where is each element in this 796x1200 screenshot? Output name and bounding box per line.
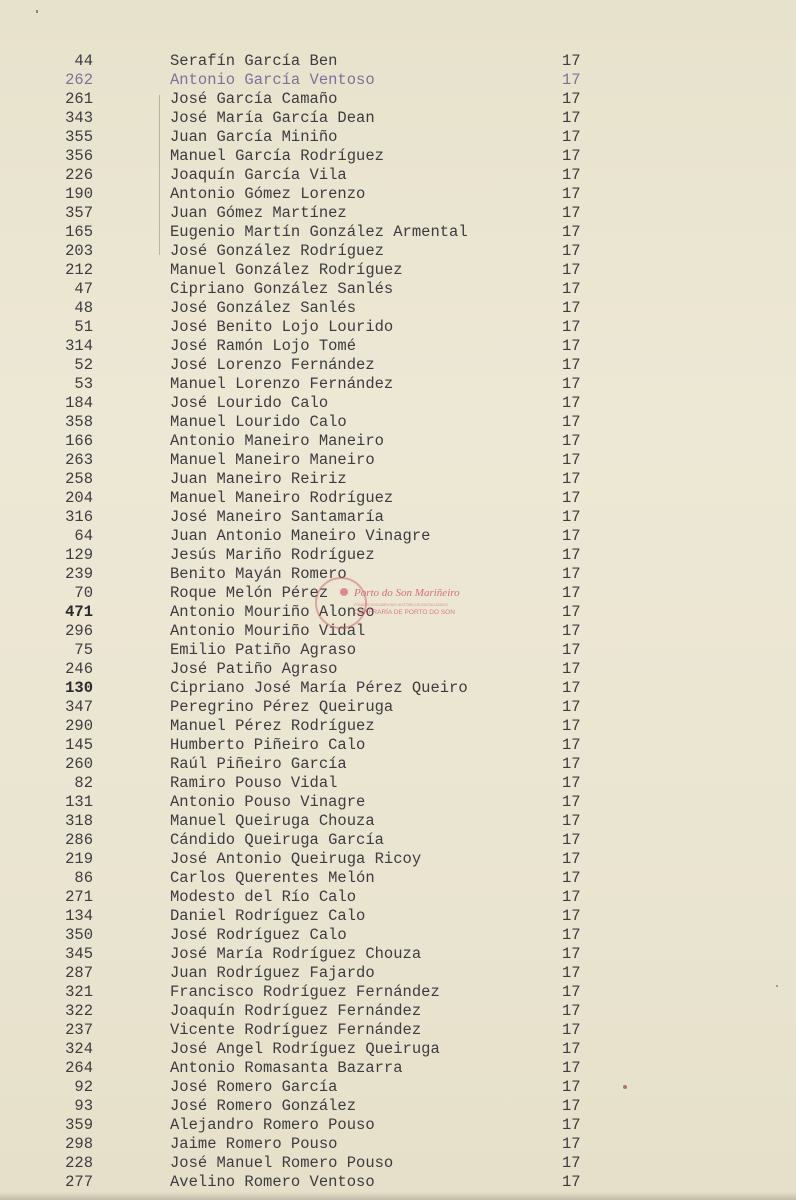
age-value: 17 xyxy=(562,147,581,165)
roster-row xyxy=(0,147,796,166)
register-number: 358 xyxy=(65,413,93,431)
age-value: 17 xyxy=(562,242,581,260)
stamp-title: Porto do Son Mariñeiro xyxy=(354,587,460,599)
roster-row xyxy=(0,812,796,831)
register-number: 264 xyxy=(65,1059,93,1077)
roster-row xyxy=(0,71,796,90)
person-name: José Lourido Calo xyxy=(170,394,329,412)
person-name: José Patiño Agraso xyxy=(170,660,338,678)
age-value: 17 xyxy=(562,223,581,241)
roster-row xyxy=(0,1078,796,1097)
person-name: José Manuel Romero Pouso xyxy=(170,1154,394,1172)
roster-row xyxy=(0,261,796,280)
register-number: 203 xyxy=(65,242,93,260)
age-value: 17 xyxy=(562,622,581,640)
person-name: Joaquín Rodríguez Fernández xyxy=(170,1002,422,1020)
roster-row xyxy=(0,1116,796,1135)
register-number: 343 xyxy=(65,109,93,127)
age-value: 17 xyxy=(562,261,581,279)
register-number: 261 xyxy=(65,90,93,108)
age-value: 17 xyxy=(562,831,581,849)
person-name: José Rodríguez Calo xyxy=(170,926,347,944)
age-value: 17 xyxy=(562,1173,581,1191)
age-value: 17 xyxy=(562,546,581,564)
roster-row xyxy=(0,945,796,964)
register-number: 322 xyxy=(65,1002,93,1020)
person-name: Manuel Maneiro Maneiro xyxy=(170,451,375,469)
register-number: 219 xyxy=(65,850,93,868)
roster-row xyxy=(0,337,796,356)
register-number: 356 xyxy=(65,147,93,165)
age-value: 17 xyxy=(562,508,581,526)
roster-row xyxy=(0,774,796,793)
roster-row xyxy=(0,831,796,850)
age-value: 17 xyxy=(562,52,581,70)
register-number: 347 xyxy=(65,698,93,716)
register-number: 271 xyxy=(65,888,93,906)
stamp-subtitle: FONDOS DOCUMENTAIS HISTÓRICOS DIXITALIZADOS xyxy=(354,603,448,607)
roster-list xyxy=(0,52,796,1192)
age-value: 17 xyxy=(562,945,581,963)
roster-row xyxy=(0,717,796,736)
register-number: 145 xyxy=(65,736,93,754)
roster-row xyxy=(0,280,796,299)
register-number: 212 xyxy=(65,261,93,279)
age-value: 17 xyxy=(562,964,581,982)
roster-row xyxy=(0,204,796,223)
person-name: Peregrino Pérez Queiruga xyxy=(170,698,394,716)
age-value: 17 xyxy=(562,1059,581,1077)
roster-row xyxy=(0,242,796,261)
person-name: Manuel Queiruga Chouza xyxy=(170,812,375,830)
age-value: 17 xyxy=(562,1116,581,1134)
age-value: 17 xyxy=(562,166,581,184)
register-number: 70 xyxy=(74,584,93,602)
age-value: 17 xyxy=(562,698,581,716)
person-name: Vicente Rodríguez Fernández xyxy=(170,1021,422,1039)
age-value: 17 xyxy=(562,983,581,1001)
person-name: Ramiro Pouso Vidal xyxy=(170,774,338,792)
roster-row xyxy=(0,318,796,337)
person-name: José Ramón Lojo Tomé xyxy=(170,337,357,355)
roster-row xyxy=(0,90,796,109)
roster-row xyxy=(0,1173,796,1192)
age-value: 17 xyxy=(562,318,581,336)
roster-row xyxy=(0,52,796,71)
person-name: José González Sanlés xyxy=(170,299,357,317)
age-value: 17 xyxy=(562,774,581,792)
register-number: 350 xyxy=(65,926,93,944)
register-number: 166 xyxy=(65,432,93,450)
register-number: 318 xyxy=(65,812,93,830)
person-name: Antonio García Ventoso xyxy=(170,71,375,89)
roster-row xyxy=(0,508,796,527)
person-name: Cipriano González Sanlés xyxy=(170,280,394,298)
person-name: Raúl Piñeiro García xyxy=(170,755,347,773)
person-name: Avelino Romero Ventoso xyxy=(170,1173,375,1191)
register-number: 260 xyxy=(65,755,93,773)
roster-row xyxy=(0,432,796,451)
roster-row xyxy=(0,299,796,318)
register-number: 228 xyxy=(65,1154,93,1172)
register-number: 190 xyxy=(65,185,93,203)
roster-row xyxy=(0,907,796,926)
register-number: 471 xyxy=(65,603,93,621)
roster-row xyxy=(0,451,796,470)
person-name: Serafín García Ben xyxy=(170,52,338,70)
register-number: 131 xyxy=(65,793,93,811)
age-value: 17 xyxy=(562,299,581,317)
age-value: 17 xyxy=(562,603,581,621)
person-name: José Antonio Queiruga Ricoy xyxy=(170,850,422,868)
roster-row xyxy=(0,1040,796,1059)
person-name: José María Rodríguez Chouza xyxy=(170,945,422,963)
age-value: 17 xyxy=(562,1002,581,1020)
register-number: 314 xyxy=(65,337,93,355)
person-name: Eugenio Martín González Armental xyxy=(170,223,468,241)
register-number: 226 xyxy=(65,166,93,184)
age-value: 17 xyxy=(562,1078,581,1096)
age-value: 17 xyxy=(562,90,581,108)
person-name: Carlos Querentes Melón xyxy=(170,869,375,887)
age-value: 17 xyxy=(562,128,581,146)
person-name: Antonio Pouso Vinagre xyxy=(170,793,366,811)
register-number: 92 xyxy=(74,1078,93,1096)
roster-row xyxy=(0,470,796,489)
age-value: 17 xyxy=(562,489,581,507)
register-number: 184 xyxy=(65,394,93,412)
roster-row xyxy=(0,679,796,698)
register-number: 298 xyxy=(65,1135,93,1153)
person-name: Roque Melón Pérez xyxy=(170,584,329,602)
register-number: 44 xyxy=(74,52,93,70)
person-name: Antonio Gómez Lorenzo xyxy=(170,185,366,203)
roster-row xyxy=(0,1002,796,1021)
register-number: 52 xyxy=(74,356,93,374)
person-name: José Romero García xyxy=(170,1078,338,1096)
register-number: 134 xyxy=(65,907,93,925)
age-value: 17 xyxy=(562,907,581,925)
age-value: 17 xyxy=(562,1040,581,1058)
roster-row xyxy=(0,622,796,641)
roster-row xyxy=(0,375,796,394)
page-edge-shadow xyxy=(0,1192,796,1200)
register-number: 277 xyxy=(65,1173,93,1191)
age-value: 17 xyxy=(562,641,581,659)
person-name: Manuel Maneiro Rodríguez xyxy=(170,489,394,507)
register-number: 51 xyxy=(74,318,93,336)
person-name: José María García Dean xyxy=(170,109,375,127)
roster-row xyxy=(0,1021,796,1040)
register-number: 93 xyxy=(74,1097,93,1115)
person-name: Antonio Romasanta Bazarra xyxy=(170,1059,403,1077)
person-name: José Maneiro Santamaría xyxy=(170,508,384,526)
register-number: 53 xyxy=(74,375,93,393)
paper-speck xyxy=(776,985,778,987)
roster-row xyxy=(0,546,796,565)
roster-row xyxy=(0,755,796,774)
person-name: Manuel Lourido Calo xyxy=(170,413,347,431)
age-value: 17 xyxy=(562,1021,581,1039)
register-number: 47 xyxy=(74,280,93,298)
person-name: Humberto Piñeiro Calo xyxy=(170,736,366,754)
register-number: 130 xyxy=(65,679,93,697)
register-number: 82 xyxy=(74,774,93,792)
register-number: 296 xyxy=(65,622,93,640)
register-number: 258 xyxy=(65,470,93,488)
roster-row xyxy=(0,356,796,375)
roster-row xyxy=(0,869,796,888)
register-number: 287 xyxy=(65,964,93,982)
register-number: 321 xyxy=(65,983,93,1001)
age-value: 17 xyxy=(562,71,581,89)
register-number: 345 xyxy=(65,945,93,963)
person-name: Antonio Maneiro Maneiro xyxy=(170,432,384,450)
age-value: 17 xyxy=(562,926,581,944)
person-name: Jaime Romero Pouso xyxy=(170,1135,338,1153)
paper-speck xyxy=(36,10,38,13)
age-value: 17 xyxy=(562,185,581,203)
roster-row xyxy=(0,793,796,812)
person-name: Juan Antonio Maneiro Vinagre xyxy=(170,527,431,545)
roster-row xyxy=(0,489,796,508)
age-value: 17 xyxy=(562,375,581,393)
age-value: 17 xyxy=(562,584,581,602)
roster-row xyxy=(0,565,796,584)
person-name: Emilio Patiño Agraso xyxy=(170,641,357,659)
person-name: Juan Gómez Martínez xyxy=(170,204,347,222)
register-number: 237 xyxy=(65,1021,93,1039)
register-number: 324 xyxy=(65,1040,93,1058)
ink-spot xyxy=(623,1085,627,1089)
roster-row xyxy=(0,109,796,128)
register-number: 204 xyxy=(65,489,93,507)
register-number: 239 xyxy=(65,565,93,583)
person-name: Manuel Lorenzo Fernández xyxy=(170,375,394,393)
person-name: Alejandro Romero Pouso xyxy=(170,1116,375,1134)
age-value: 17 xyxy=(562,413,581,431)
register-number: 355 xyxy=(65,128,93,146)
age-value: 17 xyxy=(562,527,581,545)
roster-row xyxy=(0,850,796,869)
roster-row xyxy=(0,527,796,546)
age-value: 17 xyxy=(562,451,581,469)
person-name: José Lorenzo Fernández xyxy=(170,356,375,374)
roster-row xyxy=(0,1154,796,1173)
person-name: Juan Rodríguez Fajardo xyxy=(170,964,375,982)
person-name: Cándido Queiruga García xyxy=(170,831,384,849)
age-value: 17 xyxy=(562,717,581,735)
person-name: Daniel Rodríguez Calo xyxy=(170,907,366,925)
roster-row xyxy=(0,413,796,432)
roster-row xyxy=(0,584,796,603)
age-value: 17 xyxy=(562,660,581,678)
register-number: 246 xyxy=(65,660,93,678)
roster-row xyxy=(0,223,796,242)
roster-row xyxy=(0,128,796,147)
roster-row xyxy=(0,983,796,1002)
person-name: José García Camaño xyxy=(170,90,338,108)
roster-row xyxy=(0,888,796,907)
register-number: 262 xyxy=(65,71,93,89)
register-number: 286 xyxy=(65,831,93,849)
age-value: 17 xyxy=(562,1135,581,1153)
age-value: 17 xyxy=(562,736,581,754)
register-number: 165 xyxy=(65,223,93,241)
person-name: Manuel García Rodríguez xyxy=(170,147,384,165)
person-name: Modesto del Río Calo xyxy=(170,888,357,906)
age-value: 17 xyxy=(562,1097,581,1115)
age-value: 17 xyxy=(562,679,581,697)
person-name: José Benito Lojo Lourido xyxy=(170,318,394,336)
register-number: 48 xyxy=(74,299,93,317)
age-value: 17 xyxy=(562,432,581,450)
roster-row xyxy=(0,185,796,204)
roster-row xyxy=(0,660,796,679)
roster-row xyxy=(0,394,796,413)
age-value: 17 xyxy=(562,850,581,868)
age-value: 17 xyxy=(562,394,581,412)
person-name: Juan Maneiro Reiriz xyxy=(170,470,347,488)
stamp-organization: CONFRARÍA DE PORTO DO SON xyxy=(354,609,455,616)
roster-row xyxy=(0,1097,796,1116)
person-name: Cipriano José María Pérez Queiro xyxy=(170,679,468,697)
person-name: Juan García Miniño xyxy=(170,128,338,146)
register-number: 359 xyxy=(65,1116,93,1134)
register-number: 316 xyxy=(65,508,93,526)
age-value: 17 xyxy=(562,470,581,488)
age-value: 17 xyxy=(562,280,581,298)
person-name: José Angel Rodríguez Queiruga xyxy=(170,1040,440,1058)
roster-row xyxy=(0,926,796,945)
roster-row xyxy=(0,603,796,622)
roster-row xyxy=(0,166,796,185)
person-name: José González Rodríguez xyxy=(170,242,384,260)
age-value: 17 xyxy=(562,109,581,127)
age-value: 17 xyxy=(562,869,581,887)
age-value: 17 xyxy=(562,888,581,906)
age-value: 17 xyxy=(562,793,581,811)
register-number: 129 xyxy=(65,546,93,564)
age-value: 17 xyxy=(562,204,581,222)
register-number: 263 xyxy=(65,451,93,469)
age-value: 17 xyxy=(562,356,581,374)
register-number: 86 xyxy=(74,869,93,887)
person-name: José Romero González xyxy=(170,1097,357,1115)
person-name: Benito Mayán Romero xyxy=(170,565,347,583)
age-value: 17 xyxy=(562,1154,581,1172)
person-name: Antonio Mouriño Vidal xyxy=(170,622,366,640)
age-value: 17 xyxy=(562,337,581,355)
roster-row xyxy=(0,698,796,717)
roster-row xyxy=(0,1059,796,1078)
register-number: 75 xyxy=(74,641,93,659)
age-value: 17 xyxy=(562,755,581,773)
roster-row xyxy=(0,1135,796,1154)
person-name: Manuel Pérez Rodríguez xyxy=(170,717,375,735)
person-name: Joaquín García Vila xyxy=(170,166,347,184)
roster-row xyxy=(0,736,796,755)
person-name: Francisco Rodríguez Fernández xyxy=(170,983,440,1001)
age-value: 17 xyxy=(562,565,581,583)
person-name: Manuel González Rodríguez xyxy=(170,261,403,279)
roster-row xyxy=(0,641,796,660)
person-name: Jesús Mariño Rodríguez xyxy=(170,546,375,564)
register-number: 357 xyxy=(65,204,93,222)
register-number: 64 xyxy=(74,527,93,545)
age-value: 17 xyxy=(562,812,581,830)
person-name: Antonio Mouriño Alonso xyxy=(170,603,375,621)
roster-row xyxy=(0,964,796,983)
register-number: 290 xyxy=(65,717,93,735)
